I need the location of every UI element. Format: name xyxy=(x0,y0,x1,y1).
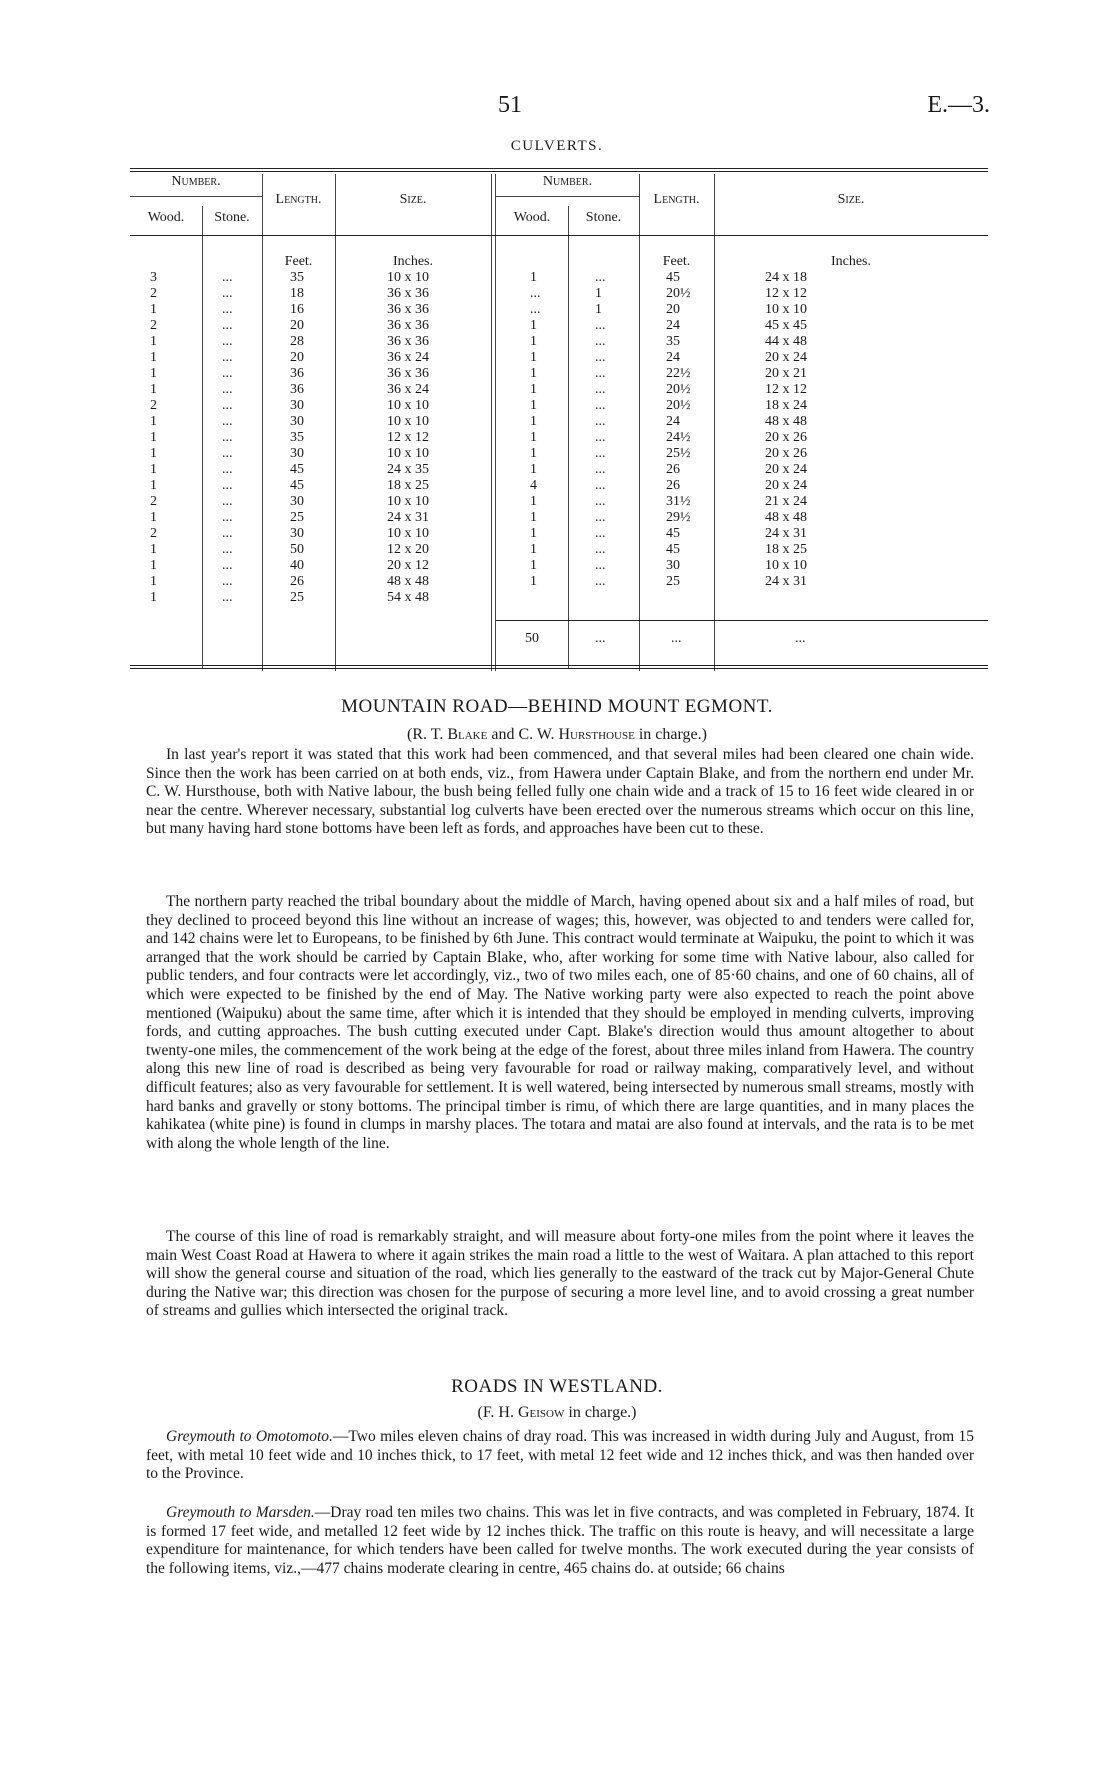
cell-length: 26 xyxy=(290,574,304,589)
mountain-road-in-charge: (R. T. Blake and C. W. Hursthouse in charge.) xyxy=(407,726,707,743)
cell-size: 36 x 24 xyxy=(387,382,429,397)
table-row xyxy=(130,414,988,430)
cell-wood: 2 xyxy=(150,398,157,413)
table-row xyxy=(130,510,988,526)
table-row xyxy=(130,430,988,446)
cell-wood: 1 xyxy=(150,558,157,573)
cell-length: 20½ xyxy=(666,286,691,301)
header-stone: Stone. xyxy=(585,210,622,225)
cell-stone: ... xyxy=(595,446,606,461)
cell-length: 35 xyxy=(290,270,304,285)
cell-length: 30 xyxy=(290,526,304,541)
cell-stone: ... xyxy=(595,542,606,557)
cell-length: 45 xyxy=(666,270,680,285)
cell-size: 10 x 10 xyxy=(387,526,429,541)
cell-size: 44 x 48 xyxy=(765,334,807,349)
cell-wood: 1 xyxy=(530,510,537,525)
cell-size: 36 x 36 xyxy=(387,318,429,333)
cell-wood: 1 xyxy=(530,350,537,365)
cell-length: 50 xyxy=(290,542,304,557)
total-size: ... xyxy=(795,631,806,646)
cell-stone: ... xyxy=(595,574,606,589)
cell-length: 45 xyxy=(290,478,304,493)
cell-stone: ... xyxy=(595,494,606,509)
cell-wood: 1 xyxy=(150,414,157,429)
table-row xyxy=(130,302,988,318)
table-row xyxy=(130,590,988,606)
cell-length: 20 xyxy=(290,350,304,365)
cell-stone: ... xyxy=(222,446,233,461)
cell-size: 20 x 26 xyxy=(765,430,807,445)
cell-wood: 1 xyxy=(530,446,537,461)
cell-wood: 1 xyxy=(530,462,537,477)
table-row xyxy=(130,494,988,510)
cell-stone: ... xyxy=(222,334,233,349)
table-row xyxy=(130,286,988,302)
cell-stone: ... xyxy=(222,286,233,301)
cell-length: 40 xyxy=(290,558,304,573)
cell-stone: ... xyxy=(595,430,606,445)
cell-length: 25½ xyxy=(666,446,691,461)
paragraph-greymouth-omotomoto: Greymouth to Omotomoto.—Two miles eleven chains of dray road. This was increased in width during July and August, from 15 feet, with metal 10 feet wide and 10 inches thick, to 17 feet, with metal 12 feet wide and 12 inches thick, and was then handed over to the Province. xyxy=(146,1428,974,1483)
cell-stone: ... xyxy=(595,462,606,477)
header-wood: Wood. xyxy=(513,210,551,225)
header-wood: Wood. xyxy=(147,210,185,225)
cell-length: 25 xyxy=(290,510,304,525)
cell-wood: 2 xyxy=(150,318,157,333)
cell-stone: ... xyxy=(595,318,606,333)
cell-size: 10 x 10 xyxy=(387,398,429,413)
westland-in-charge: (F. H. Geisow in charge.) xyxy=(477,1404,637,1421)
cell-size: 12 x 12 xyxy=(765,286,807,301)
paragraph-greymouth-marsden: Greymouth to Marsden.—Dray road ten miles two chains. This was let in five contracts, and was completed in February, 1874. It is formed 17 feet wide, and metalled 12 feet wide by 12 inches thick. The traffic on this route is heavy, and will necessitate a large expenditure for maintenance, for which tenders have been called for twelve months. The work executed during the year consists of the following items, viz.,—477 chains moderate clearing in centre, 465 chains do. at outside; 66 chains xyxy=(146,1504,974,1577)
cell-stone: ... xyxy=(222,430,233,445)
cell-stone: ... xyxy=(222,318,233,333)
cell-stone: ... xyxy=(595,510,606,525)
cell-length: 20 xyxy=(290,318,304,333)
cell-size: 45 x 45 xyxy=(765,318,807,333)
cell-size: 20 x 12 xyxy=(387,558,429,573)
cell-length: 30 xyxy=(290,398,304,413)
cell-stone: ... xyxy=(222,270,233,285)
table-row xyxy=(130,542,988,558)
table-top-rule xyxy=(130,168,988,169)
cell-length: 24 xyxy=(666,350,680,365)
cell-wood: 1 xyxy=(530,542,537,557)
cell-length: 30 xyxy=(290,494,304,509)
cell-length: 25 xyxy=(666,574,680,589)
cell-size: 36 x 36 xyxy=(387,286,429,301)
cell-length: 28 xyxy=(290,334,304,349)
cell-wood: 1 xyxy=(530,558,537,573)
cell-wood: 4 xyxy=(530,478,537,493)
header-rule xyxy=(130,235,988,236)
header-stone: Stone. xyxy=(214,210,250,225)
cell-stone: ... xyxy=(222,526,233,541)
cell-stone: ... xyxy=(595,382,606,397)
culverts-table xyxy=(130,168,988,671)
cell-length: 26 xyxy=(666,478,680,493)
cell-wood: 1 xyxy=(530,574,537,589)
cell-size: 18 x 24 xyxy=(765,398,807,413)
cell-stone: 1 xyxy=(595,302,602,317)
cell-size: 12 x 12 xyxy=(387,430,429,445)
cell-length: 30 xyxy=(290,446,304,461)
cell-length: 20½ xyxy=(666,382,691,397)
cell-stone: ... xyxy=(222,366,233,381)
unit-feet: Feet. xyxy=(662,254,691,269)
cell-length: 24½ xyxy=(666,430,691,445)
total-length: ... xyxy=(671,631,682,646)
cell-size: 36 x 36 xyxy=(387,366,429,381)
cell-size: 36 x 36 xyxy=(387,334,429,349)
table-row xyxy=(130,398,988,414)
cell-wood: 1 xyxy=(530,366,537,381)
cell-size: 10 x 10 xyxy=(387,414,429,429)
cell-stone: 1 xyxy=(595,286,602,301)
cell-length: 26 xyxy=(666,462,680,477)
cell-wood: 1 xyxy=(530,414,537,429)
cell-stone: ... xyxy=(595,478,606,493)
cell-size: 10 x 10 xyxy=(765,302,807,317)
cell-size: 36 x 24 xyxy=(387,350,429,365)
cell-length: 16 xyxy=(290,302,304,317)
table-row xyxy=(130,574,988,590)
cell-wood: ... xyxy=(530,302,541,317)
cell-size: 24 x 35 xyxy=(387,462,429,477)
section-heading-westland: ROADS IN WESTLAND. xyxy=(451,1376,663,1397)
cell-length: 22½ xyxy=(666,366,691,381)
cell-stone: ... xyxy=(595,526,606,541)
cell-length: 29½ xyxy=(666,510,691,525)
cell-stone: ... xyxy=(595,366,606,381)
header-length: Length. xyxy=(275,192,322,207)
table-title: CULVERTS. xyxy=(510,138,604,154)
cell-wood: 2 xyxy=(150,286,157,301)
unit-inches: Inches. xyxy=(392,254,434,269)
number-subrule xyxy=(496,196,639,197)
cell-stone: ... xyxy=(595,334,606,349)
cell-length: 35 xyxy=(666,334,680,349)
table-row xyxy=(130,366,988,382)
page-number: 51 xyxy=(498,92,522,118)
cell-stone: ... xyxy=(222,542,233,557)
cell-length: 45 xyxy=(666,542,680,557)
cell-size: 24 x 31 xyxy=(387,510,429,525)
cell-wood: 1 xyxy=(150,478,157,493)
cell-length: 36 xyxy=(290,382,304,397)
cell-length: 31½ xyxy=(666,494,691,509)
cell-wood: 1 xyxy=(530,318,537,333)
cell-length: 24 xyxy=(666,318,680,333)
cell-size: 20 x 24 xyxy=(765,350,807,365)
cell-wood: 1 xyxy=(530,398,537,413)
total-stone: ... xyxy=(595,631,606,646)
table-row xyxy=(130,446,988,462)
table-row xyxy=(130,526,988,542)
paragraph: The course of this line of road is remarkably straight, and will measure about forty-one miles from the point where it leaves the main West Coast Road at Hawera to where it again strikes the main road a little to the west of Waitara. A plan attached to this report will show the general course and situation of the road, which lies generally to the eastward of the track cut by Major-General Chute during the Native war; this direction was chosen for the purpose of securing a more level line, and to avoid crossing a great number of streams and gullies which intersected the original track. xyxy=(146,1228,974,1320)
cell-wood: 1 xyxy=(530,382,537,397)
cell-size: 12 x 12 xyxy=(765,382,807,397)
cell-wood: 1 xyxy=(150,446,157,461)
table-row xyxy=(130,334,988,350)
header-size: Size. xyxy=(837,192,865,207)
total-wood: 50 xyxy=(525,631,539,646)
cell-length: 20½ xyxy=(666,398,691,413)
unit-inches: Inches. xyxy=(830,254,872,269)
cell-wood: 1 xyxy=(150,542,157,557)
paragraph: The northern party reached the tribal boundary about the middle of March, having opened about six and a half miles of road, but they declined to proceed beyond this line without an increase of wages; this, however, was objected to and tenders were called for, and 142 chains were let to Europeans, to be finished by 6th June. This contract would terminate at Waipuku, the point to which it was arranged that the work should be carried by Captain Blake, who, after working for some time with Native labour, also called for public tenders, and four contracts were let accordingly, viz., two of two miles each, one of 85·60 chains, and one of 60 chains, all of which were expected to be finished by the end of May. The Native working party were also expected to reach the point above mentioned (Waipuku) about the same time, after which it is intended that they should be employed in mending culverts, improving fords, and cutting approaches. The bush cutting executed under Capt. Blake's direction would thus amount altogether to about twenty-one miles, the commencement of the work being at the edge of the forest, about three miles inland from Hawera. The country along this new line of road is described as being very favourable for road or railway making, comparatively level, and without difficult features; also as very favourable for settlement. It is well watered, being intersected by numerous small streams, mostly with hard banks and gravelly or stony bottoms. The principal timber is rimu, of which there are large quantities, and in many places the kahikatea (white pine) is found in clumps in marshy places. The totara and matai are also found at intervals, and the rata is to be met with along the whole length of the line. xyxy=(146,893,974,1152)
cell-stone: ... xyxy=(595,558,606,573)
cell-wood: 1 xyxy=(150,462,157,477)
cell-size: 48 x 48 xyxy=(387,574,429,589)
table-bottom-rule xyxy=(130,665,988,666)
header-number: Number. xyxy=(171,174,221,189)
cell-length: 25 xyxy=(290,590,304,605)
table-row xyxy=(130,270,988,286)
cell-stone: ... xyxy=(222,302,233,317)
cell-wood: 1 xyxy=(150,382,157,397)
number-subrule xyxy=(130,196,262,197)
cell-wood: 1 xyxy=(150,350,157,365)
cell-size: 21 x 24 xyxy=(765,494,807,509)
header-number: Number. xyxy=(542,174,593,189)
cell-size: 54 x 48 xyxy=(387,590,429,605)
cell-size: 10 x 10 xyxy=(387,270,429,285)
cell-size: 36 x 36 xyxy=(387,302,429,317)
cell-wood: 1 xyxy=(150,430,157,445)
cell-size: 48 x 48 xyxy=(765,414,807,429)
cell-size: 24 x 31 xyxy=(765,574,807,589)
cell-wood: 1 xyxy=(150,334,157,349)
cell-size: 18 x 25 xyxy=(765,542,807,557)
cell-length: 20 xyxy=(666,302,680,317)
cell-length: 45 xyxy=(290,462,304,477)
cell-size: 20 x 24 xyxy=(765,478,807,493)
report-reference: E.—3. xyxy=(927,92,990,118)
cell-stone: ... xyxy=(222,382,233,397)
cell-length: 36 xyxy=(290,366,304,381)
cell-length: 18 xyxy=(290,286,304,301)
cell-stone: ... xyxy=(222,558,233,573)
cell-stone: ... xyxy=(222,590,233,605)
table-bottom-rule-inner xyxy=(130,668,988,669)
cell-length: 30 xyxy=(290,414,304,429)
table-row xyxy=(130,382,988,398)
cell-wood: 1 xyxy=(530,270,537,285)
table-row xyxy=(130,558,988,574)
total-rule xyxy=(496,620,988,621)
section-heading-mountain-road: MOUNTAIN ROAD—BEHIND MOUNT EGMONT. xyxy=(341,696,773,717)
cell-stone: ... xyxy=(222,350,233,365)
cell-stone: ... xyxy=(595,414,606,429)
cell-size: 20 x 24 xyxy=(765,462,807,477)
cell-stone: ... xyxy=(595,270,606,285)
cell-size: 12 x 20 xyxy=(387,542,429,557)
cell-stone: ... xyxy=(222,398,233,413)
cell-wood: 1 xyxy=(530,334,537,349)
cell-stone: ... xyxy=(595,350,606,365)
table-row xyxy=(130,318,988,334)
header-size: Size. xyxy=(399,192,427,207)
cell-size: 48 x 48 xyxy=(765,510,807,525)
cell-size: 10 x 10 xyxy=(765,558,807,573)
cell-length: 24 xyxy=(666,414,680,429)
cell-size: 20 x 21 xyxy=(765,366,807,381)
cell-stone: ... xyxy=(222,510,233,525)
table-row xyxy=(130,478,988,494)
cell-size: 20 x 26 xyxy=(765,446,807,461)
cell-stone: ... xyxy=(222,478,233,493)
unit-feet: Feet. xyxy=(284,254,313,269)
cell-wood: 1 xyxy=(530,494,537,509)
cell-size: 10 x 10 xyxy=(387,494,429,509)
cell-stone: ... xyxy=(222,414,233,429)
cell-stone: ... xyxy=(222,574,233,589)
cell-size: 18 x 25 xyxy=(387,478,429,493)
table-top-rule-inner xyxy=(130,171,988,172)
cell-wood: 1 xyxy=(530,430,537,445)
cell-wood: 1 xyxy=(150,366,157,381)
cell-wood: 2 xyxy=(150,494,157,509)
header-length: Length. xyxy=(653,192,700,207)
table-row xyxy=(130,350,988,366)
cell-length: 35 xyxy=(290,430,304,445)
cell-length: 30 xyxy=(666,558,680,573)
cell-stone: ... xyxy=(222,494,233,509)
cell-size: 24 x 18 xyxy=(765,270,807,285)
cell-wood: 1 xyxy=(150,590,157,605)
total-row xyxy=(130,631,988,647)
table-row xyxy=(130,462,988,478)
cell-wood: ... xyxy=(530,286,541,301)
cell-stone: ... xyxy=(595,398,606,413)
cell-stone: ... xyxy=(222,462,233,477)
cell-wood: 1 xyxy=(150,510,157,525)
cell-size: 24 x 31 xyxy=(765,526,807,541)
cell-wood: 2 xyxy=(150,526,157,541)
cell-wood: 1 xyxy=(150,574,157,589)
paragraph: In last year's report it was stated that this work had been commenced, and that several miles had been cleared one chain wide. Since then the work has been carried on at both ends, viz., from Hawera under Captain Blake, and from the northern end under Mr. C. W. Hursthouse, both with Native labour, the bush being felled fully one chain wide and a track of 15 to 16 feet wide cleared in or near the centre. Wherever necessary, substantial log culverts have been erected over the numerous streams which occur on this line, but many having hard stone bottoms have been left as fords, and approaches have been cut to these. xyxy=(146,746,974,838)
cell-wood: 1 xyxy=(530,526,537,541)
cell-wood: 3 xyxy=(150,270,157,285)
cell-size: 10 x 10 xyxy=(387,446,429,461)
cell-length: 45 xyxy=(666,526,680,541)
cell-wood: 1 xyxy=(150,302,157,317)
